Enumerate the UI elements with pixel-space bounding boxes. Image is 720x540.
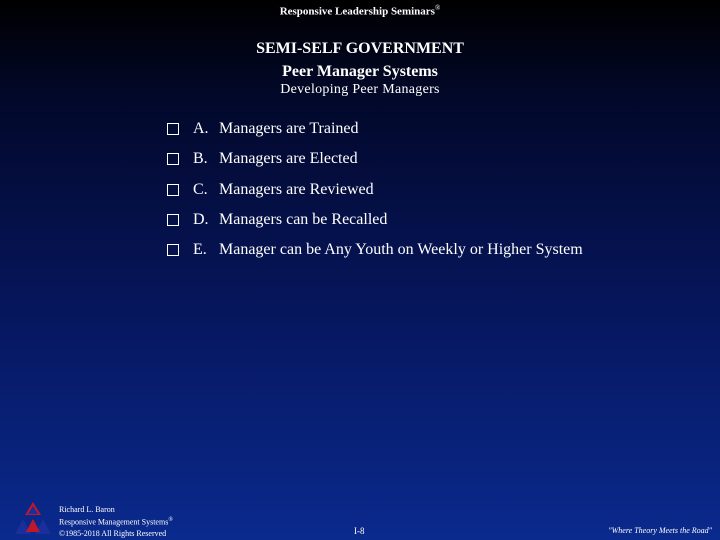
seminar-header (0, 4, 720, 18)
bullet-list (167, 118, 583, 269)
item-letter: B. (193, 150, 208, 168)
checkbox-bullet-icon (167, 123, 179, 135)
checkbox-bullet-icon (167, 244, 179, 256)
item-letter: A. (193, 120, 209, 137)
title-line-2: Peer Manager Systems (282, 63, 438, 80)
title-line-1: SEMI-SELF GOVERNMENT (256, 40, 464, 57)
slide-title (0, 37, 720, 83)
list-item (167, 239, 583, 269)
item-letter: C. (193, 180, 208, 198)
page-number: I-8 (354, 526, 365, 536)
item-letter: E. (193, 241, 207, 259)
copyright-text: ©1985-2018 All Rights Reserved (59, 528, 167, 538)
list-item (167, 209, 583, 239)
author-name: Richard L. Baron (59, 505, 115, 514)
list-item (167, 179, 583, 209)
item-text: Managers are Reviewed (219, 180, 374, 198)
company-name: Responsive Management Systems (59, 517, 169, 527)
registered-mark: ® (434, 4, 441, 12)
footer-tagline: "Where Theory Meets the Road" (608, 526, 712, 535)
item-text: Managers can be Recalled (219, 210, 388, 228)
slide-subtitle: Developing Peer Managers (280, 82, 440, 97)
checkbox-bullet-icon (167, 153, 179, 165)
triangle-logo-icon (10, 500, 56, 536)
item-text: Managers are Trained (219, 120, 359, 137)
item-text: Manager can be Any Youth on Weekly or Higher System (219, 241, 583, 259)
footer-credits (59, 504, 173, 539)
item-letter: D. (193, 210, 209, 228)
checkbox-bullet-icon (167, 184, 179, 196)
seminar-header-text: Responsive Leadership Seminars (279, 5, 435, 18)
company-registered-mark: ® (168, 517, 173, 523)
list-item (167, 118, 583, 148)
item-text: Managers are Elected (219, 150, 358, 168)
checkbox-bullet-icon (167, 214, 179, 226)
list-item (167, 148, 583, 178)
company-line (59, 515, 173, 528)
